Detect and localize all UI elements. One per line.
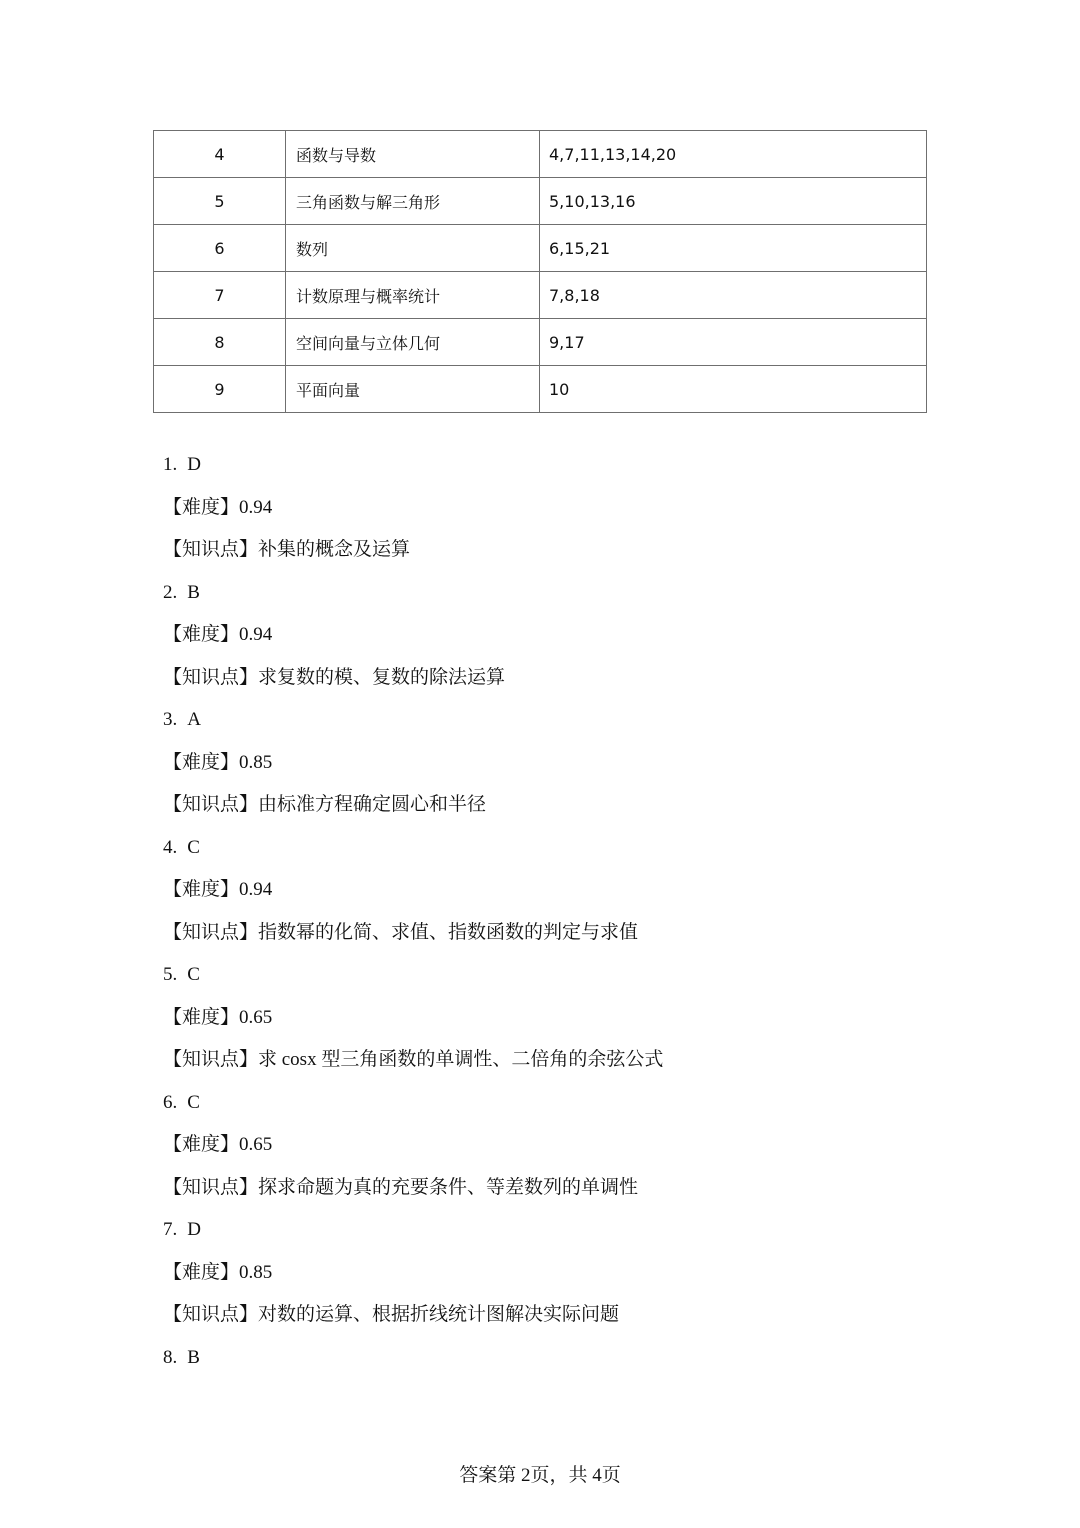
difficulty-line: 【难度】0.65 xyxy=(163,1006,273,1028)
table-row xyxy=(154,178,927,225)
row-number: 5 xyxy=(154,178,286,225)
difficulty-line: 【难度】0.94 xyxy=(163,879,273,900)
row-number: 4 xyxy=(154,131,286,178)
topic-table xyxy=(153,130,927,413)
knowledge-line: 【知识点】由标准方程确定圆心和半径 xyxy=(163,794,487,815)
topic-name: 平面向量 xyxy=(286,366,540,413)
knowledge-line: 【知识点】探求命题为真的充要条件、等差数列的单调性 xyxy=(163,1176,639,1198)
question-number: 3. xyxy=(163,709,178,730)
topic-name: 三角函数与解三角形 xyxy=(286,178,540,225)
row-number: 8 xyxy=(154,319,286,366)
topic-name: 数列 xyxy=(286,225,540,272)
difficulty-line: 【难度】0.65 xyxy=(163,1134,273,1155)
answer-choice: D xyxy=(187,1219,201,1240)
answer-line xyxy=(163,572,963,615)
question-number: 5. xyxy=(163,964,178,985)
row-number: 7 xyxy=(154,272,286,319)
knowledge-line: 【知识点】求 cosx 型三角函数的单调性、二倍角的余弦公式 xyxy=(163,1049,664,1070)
knowledge-line: 【知识点】补集的概念及运算 xyxy=(163,539,411,560)
knowledge-line: 【知识点】求复数的模、复数的除法运算 xyxy=(163,666,506,688)
topic-name: 计数原理与概率统计 xyxy=(286,272,540,319)
question-number: 2. xyxy=(163,581,178,603)
table-row xyxy=(154,319,927,366)
answer-line xyxy=(163,1082,963,1125)
answer-choice: C xyxy=(187,964,200,985)
difficulty-line: 【难度】0.85 xyxy=(163,1261,273,1283)
question-list: 6,15,21 xyxy=(540,225,927,272)
table-row xyxy=(154,225,927,272)
page-footer: 答案第 2页，共 4页 xyxy=(459,1465,621,1486)
answer-choice: C xyxy=(187,1091,200,1113)
difficulty-line: 【难度】0.94 xyxy=(163,496,273,518)
difficulty-line: 【难度】0.94 xyxy=(163,624,273,645)
knowledge-line: 【知识点】对数的运算、根据折线统计图解决实际问题 xyxy=(163,1304,620,1325)
topic-name: 函数与导数 xyxy=(286,131,540,178)
answer-line xyxy=(163,1209,963,1252)
answer-line xyxy=(163,954,963,997)
answer-choice: D xyxy=(187,454,201,475)
answer-choice: C xyxy=(187,836,200,858)
question-list: 7,8,18 xyxy=(540,272,927,319)
question-list: 9,17 xyxy=(540,319,927,366)
question-number: 1. xyxy=(163,454,178,475)
answer-choice: B xyxy=(187,581,200,603)
table-row xyxy=(154,366,927,413)
difficulty-line: 【难度】0.85 xyxy=(163,751,273,773)
topic-name: 空间向量与立体几何 xyxy=(286,319,540,366)
answer-line xyxy=(163,1337,963,1380)
row-number: 6 xyxy=(154,225,286,272)
answer-choice: A xyxy=(187,709,201,730)
answer-line xyxy=(163,827,963,870)
table-row xyxy=(154,131,927,178)
question-number: 6. xyxy=(163,1091,178,1113)
question-number: 4. xyxy=(163,836,178,858)
question-list: 5,10,13,16 xyxy=(540,178,927,225)
question-list: 10 xyxy=(540,366,927,413)
answer-choice: B xyxy=(187,1346,200,1368)
answer-line xyxy=(163,444,963,487)
table-row xyxy=(154,272,927,319)
question-number: 7. xyxy=(163,1219,178,1240)
answer-list xyxy=(163,444,963,1379)
question-list: 4,7,11,13,14,20 xyxy=(540,131,927,178)
row-number: 9 xyxy=(154,366,286,413)
knowledge-line: 【知识点】指数幂的化简、求值、指数函数的判定与求值 xyxy=(163,921,639,943)
question-number: 8. xyxy=(163,1346,178,1368)
answer-line xyxy=(163,699,963,742)
